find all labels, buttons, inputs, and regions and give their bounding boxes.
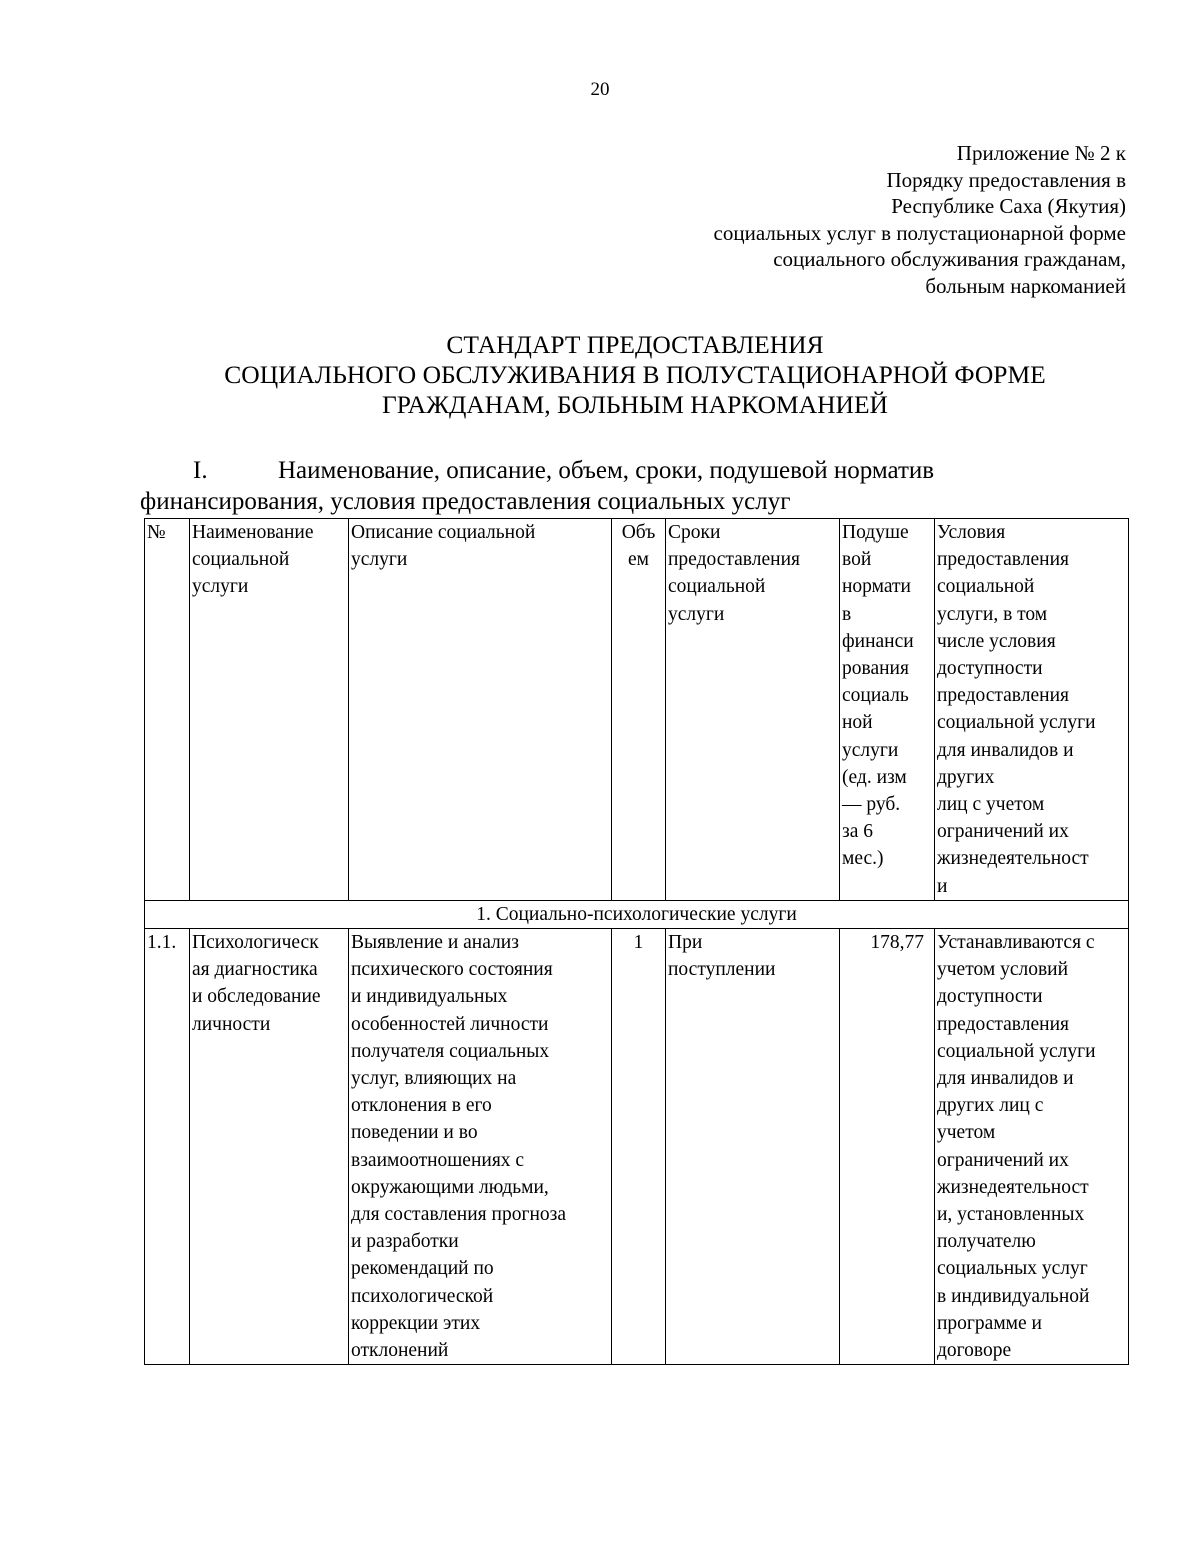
appendix-line: Порядку предоставления в [886, 167, 1126, 192]
cell-line: жизнедеятельност [937, 848, 1089, 870]
cell-line: социальных услуг [937, 1258, 1088, 1280]
cell-line: доступности [937, 986, 1043, 1008]
cell-line: поведении и во [351, 1122, 478, 1144]
cell-line: в [842, 603, 852, 625]
header-terms [666, 519, 840, 901]
cell-volume: 1 [612, 929, 666, 1365]
cell-line: предоставления [937, 1013, 1069, 1035]
cell-line: жизнедеятельност [937, 1176, 1089, 1198]
cell-line: договоре [937, 1340, 1012, 1362]
cell-line: в индивидуальной [937, 1285, 1090, 1307]
cell-line: рования [842, 658, 909, 680]
cell-line: Устанавливаются с [937, 932, 1095, 954]
cell-line: услуги [192, 576, 249, 598]
cell-line: предоставления [937, 549, 1069, 571]
cell-line: рекомендаций по [351, 1258, 494, 1280]
section-heading [193, 456, 934, 486]
section-number: I. [193, 457, 208, 484]
cell-line: других [937, 766, 995, 788]
cell-line: социальной услуги [937, 1040, 1096, 1062]
cell-line: и индивидуальных [351, 986, 508, 1008]
cell-line: и [937, 875, 948, 897]
cell-line: учетом условий [937, 959, 1069, 981]
cell-line: Объ [621, 522, 656, 543]
cell-num: 1.1. [145, 929, 190, 1365]
cell-line: других лиц с [937, 1095, 1044, 1117]
cell-line: получателю [937, 1231, 1036, 1253]
cell-line: нормати [842, 576, 911, 598]
cell-line: и разработки [351, 1231, 459, 1253]
cell-line: При [668, 932, 703, 954]
cell-line: услуги, в том [937, 603, 1048, 625]
cell-line: финанси [842, 630, 914, 652]
table-section-row [145, 900, 1129, 928]
cell-line: социальной [668, 576, 766, 598]
cell-line: предоставления [668, 549, 800, 571]
appendix-line: социальных услуг в полустационарной форме [713, 220, 1126, 245]
cell-line: Психологическ [192, 932, 319, 954]
cell-terms [666, 929, 840, 1365]
document-title [0, 330, 1200, 420]
cell-line: и, установленных [937, 1204, 1085, 1226]
header-volume [612, 519, 666, 901]
cell-line: Сроки [668, 522, 721, 543]
cell-line: мес.) [842, 848, 884, 870]
cell-line: Условия [937, 522, 1006, 543]
cell-line: предоставления [937, 685, 1069, 707]
cell-line: психологической [351, 1285, 494, 1307]
cell-line: психического состояния [351, 959, 553, 981]
appendix-note [714, 140, 1126, 300]
cell-line: для составления прогноза [351, 1204, 566, 1226]
header-name [190, 519, 349, 901]
cell-line: поступлении [668, 959, 776, 981]
cell-line: числе условия [937, 630, 1056, 652]
cell-line: личности [192, 1013, 271, 1035]
header-conditions [935, 519, 1129, 901]
title-line: СОЦИАЛЬНОГО ОБСЛУЖИВАНИЯ В ПОЛУСТАЦИОНАРНОЙ ФОРМЕ [224, 360, 1046, 389]
appendix-line: Республике Саха (Якутия) [891, 194, 1126, 219]
services-table [144, 518, 1129, 1365]
cell-line: коррекции этих [351, 1312, 481, 1334]
cell-line: ем [628, 549, 649, 571]
table-row [145, 929, 1129, 1365]
cell-line: за 6 [842, 821, 873, 843]
cell-line: Наименование [192, 522, 314, 543]
appendix-line: Приложение № 2 к [956, 141, 1126, 165]
appendix-line: социального обслуживания гражданам, [773, 247, 1126, 272]
cell-line: и обследование [192, 986, 321, 1008]
cell-line: программе и [937, 1312, 1042, 1334]
cell-norm: 178,77 [840, 929, 935, 1365]
cell-line: — руб. [842, 794, 901, 816]
cell-line: отклонений [351, 1340, 449, 1362]
cell-line: вой [842, 549, 872, 571]
appendix-line: больным наркоманией [925, 273, 1126, 298]
cell-line: ограничений их [937, 1149, 1069, 1171]
section-row-label: 1. Социально-психологические услуги [145, 900, 1129, 928]
cell-line: взаимоотношениях с [351, 1149, 525, 1171]
cell-line: для инвалидов и [937, 1068, 1074, 1090]
cell-line: услуги [351, 549, 408, 571]
cell-line: учетом [937, 1122, 996, 1144]
cell-line: (ед. изм [842, 766, 907, 788]
cell-line: услуг, влияющих на [351, 1068, 517, 1090]
cell-line: № [147, 522, 166, 543]
cell-line: особенностей личности [351, 1013, 549, 1035]
cell-conditions [935, 929, 1129, 1365]
cell-line: ая диагностика [192, 959, 318, 981]
cell-line: социальной [937, 576, 1035, 598]
title-line: ГРАЖДАНАМ, БОЛЬНЫМ НАРКОМАНИЕЙ [382, 390, 888, 419]
cell-line: Выявление и анализ [351, 932, 519, 954]
cell-description [349, 929, 612, 1365]
cell-line: лиц с учетом [937, 794, 1045, 816]
cell-line: ограничений их [937, 821, 1069, 843]
cell-line: отклонения в его [351, 1095, 492, 1117]
cell-name [190, 929, 349, 1365]
header-norm [840, 519, 935, 901]
cell-line: Описание социальной [351, 522, 536, 543]
title-line: СТАНДАРТ ПРЕДОСТАВЛЕНИЯ [446, 330, 824, 359]
cell-line: для инвалидов и [937, 739, 1074, 761]
cell-line: социальной услуги [937, 712, 1096, 734]
cell-line: доступности [937, 658, 1043, 680]
section-heading-text: Наименование, описание, объем, сроки, подушевой норматив [278, 457, 935, 484]
cell-line: получателя социальных [351, 1040, 550, 1062]
cell-line: социальной [192, 549, 290, 571]
cell-line: услуги [668, 603, 725, 625]
table-header-row [145, 519, 1129, 901]
header-description [349, 519, 612, 901]
cell-line: Подуше [842, 522, 909, 543]
page-number: 20 [590, 79, 610, 100]
cell-line: социаль [842, 685, 909, 707]
cell-line: окружающими людьми, [351, 1176, 549, 1198]
cell-line: ной [842, 712, 873, 734]
section-heading-continued: финансирования, условия предоставления социальных услуг [140, 488, 791, 515]
cell-line: услуги [842, 739, 899, 761]
header-num [145, 519, 190, 901]
